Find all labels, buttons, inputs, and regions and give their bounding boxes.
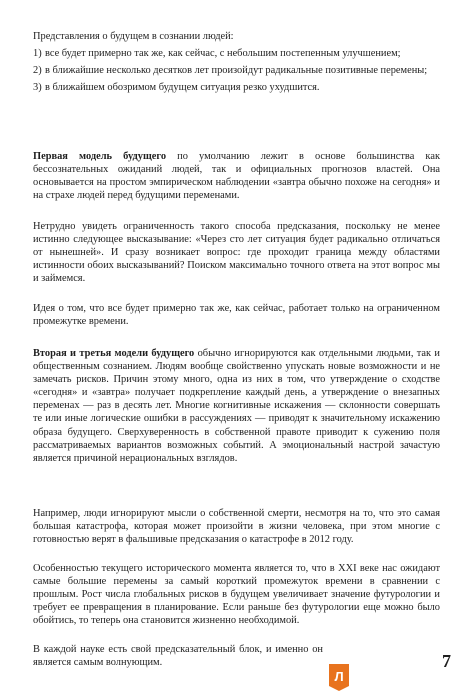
future-models-list bbox=[33, 47, 440, 94]
publisher-logo-icon bbox=[326, 662, 352, 692]
paragraph-current-moment bbox=[33, 562, 440, 627]
second-third-models-term: Вторая и третья модели будущего bbox=[33, 348, 195, 359]
list-item-number: 3) bbox=[33, 82, 42, 94]
logo-letter: Л bbox=[334, 669, 344, 684]
paragraph-text: В каждой науке есть свой предсказательный блок, и именно он является самым волнующим. bbox=[33, 644, 323, 669]
paragraph-first-model bbox=[33, 150, 440, 202]
intro-heading: Представления о будущем в сознании людей: bbox=[33, 31, 234, 42]
paragraph-limitation bbox=[33, 220, 440, 285]
paragraph-second-third-models bbox=[33, 347, 440, 465]
paragraph-text: обычно игнорируются как отдельными людьми, так и общественным сознанием. Людям вообще свойственно упускать новые возможности и не замечать рисков. Причин этому много, одна из них в том, что утверждение о сходстве «сегодня» и «завтра» получает подкрепление каждый день, а утверждение о внезапных переменах — раз в десять лет. Многие когнитивные искажения — склонности совершать те или иные логические ошибки в рассуждениях — приводят к значительному искажению образа будущего. Сверхуверенность в собственной правоте приводит к сужению поля рассматриваемых вариантов возможных событий. А эмоциональный настрой зачастую является причиной нерациональных взглядов. bbox=[33, 348, 440, 464]
list-item bbox=[33, 64, 440, 77]
paragraph-text: по умолчанию лежит в основе большинства как бессознательных ожиданий людей, так и официальных прогнозов властей. Она основывается на простом эмпирическом наблюдении «завтра обычно похоже на сегодня» и на страхе людей перед будущими переменами. bbox=[33, 151, 440, 202]
paragraph-text: Идея о том, что все будет примерно так же, как сейчас, работает только на ограниченном промежутке времени. bbox=[33, 303, 440, 328]
intro-section bbox=[33, 30, 440, 94]
list-item bbox=[33, 47, 440, 60]
list-item-text: все будет примерно так же, как сейчас, с небольшим постепенным улучшением; bbox=[45, 48, 401, 60]
paragraph-text: Нетрудно увидеть ограниченность такого способа предсказания, поскольку не менее истинно следующее высказывание: «Через сто лет ситуация будет радикально отличаться от нынешней». И сразу возникает вопрос: где проходит граница между областями истинности обоих высказываний? Поиском максимально точного ответа на этот вопрос мы и займемся. bbox=[33, 221, 440, 285]
paragraph-example bbox=[33, 507, 440, 546]
paragraph-text: Например, люди игнорируют мысли о собственной смерти, несмотря на то, что это самая большая катастрофа, которая может произойти в жизни человека, при этом многие с готовностью верят в фальшивые предсказания о катастрофе в 2012 году. bbox=[33, 508, 440, 546]
paragraph-science bbox=[33, 643, 323, 669]
page-number: 7 bbox=[442, 651, 451, 671]
paragraph-text: Особенностью текущего исторического момента является то, что в XXI веке нас ожидают самые большие перемены за самый короткий промежуток времени в сравнении с прошлым. Рост числа глобальных рисков в будущем увеличивает значение футурологии и требует ее превращения в планирование. Если раньше без футурологии еще можно было обойтись, то теперь она становится жизненно необходимой. bbox=[33, 563, 440, 627]
list-item-text: в ближайшие несколько десятков лет произойдут радикальные позитивные перемены; bbox=[45, 65, 428, 77]
list-item-text: в ближайшем обозримом будущем ситуация резко ухудшится. bbox=[45, 82, 320, 94]
first-model-term: Первая модель будущего bbox=[33, 151, 167, 162]
paragraph-limited-time bbox=[33, 302, 440, 328]
list-item-number: 1) bbox=[33, 48, 42, 60]
list-item bbox=[33, 81, 440, 94]
list-item-number: 2) bbox=[33, 65, 42, 77]
